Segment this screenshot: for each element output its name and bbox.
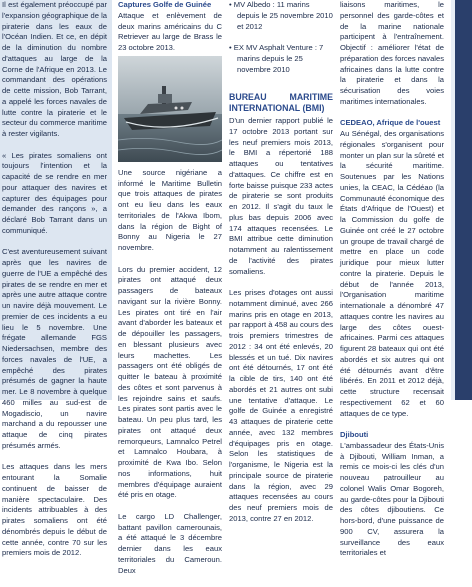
paragraph: L'ambassadeur des États-Unis à Djibouti, William Inman, a remis ce mois-ci les clés d'un nouveau patrouilleur au colonel Walis Omar Bogoreh, au garde-côtes pour la Djibouti des côtes djiboutiens. Ce hors-bord, d'une puissance de 900 CV, assurera la surveillance des eaux territoriales et (340, 440, 444, 558)
column-three (229, 0, 333, 535)
section-heading: BUREAU MARITIME INTERNATIONAL (BMI) (229, 92, 333, 113)
bullet-item: • MV Albedo : 11 marins depuis le 25 novembre 2010 et 2012 (229, 0, 333, 31)
photo-caption (118, 0, 222, 54)
paragraph: Les attaques dans les mers entourant la Somalie continuent de baisser de manière spectaculaire. Des incidents attribuables à des pirates somaliens ont été dénombrés depuis le début de cette année, contre 70 sur les premiers mois de 2012. (2, 462, 107, 558)
paragraph: C'est aventureusement suivant après que les navires de guerre de l'UE a empêché des pirates de se rendre en mer et après une autre attaque contre un navire déjà mouvement. Le premier de ces incidents a eu lieu le 5 novembre. Une frégate allemande FGS Niedersachsen, membre des forces navales de l'UE, a empêché des pirates présumés de gagner la haute mer. Le 8 novembre à quelque 460 milles au sud-est de Mogadiscio, un navire marchand a du repousser une attaque de cinq pirates présumés armés. (2, 247, 107, 450)
paragraph: Une source nigériane a informé le Maritime Bulletin que trois attaques de pirates ont eu lieu dans les eaux territoriales de l'Akwa Ibom, dans la région de Bight of Bonny au Nigeria le 27 novembre. (118, 167, 222, 252)
paragraph: Le cargo LD Challenger, battant pavillon camerounais, a été attaqué le 3 décembre dernier dans les eaux territoriales du Cameroun. Deux (118, 511, 222, 575)
paragraph: Au Sénégal, des organisations régionales s'organisent pour monter un plan sur la sûreté et la sécurité maritime. Soutenues par les Nations unies, la CEAC, la Cédéao (la Communauté économique des États d'Afrique de l'Ouest) et la Commission du golfe de Guinée ont créé le 27 octobre un groupe de travail chargé de mettre en place un code juridique pour mieux lutter contre la piraterie. Depuis le début de l'année 2013, l'Organisation maritime internationale a dénombré 47 attaques contre les navires au large des côtes ouest-africaines. Parmi ces attaques figurent 28 bateaux qui ont été abordés et six autres qui ont été détournés avant d'être libérés. En 2011 et 2012 déjà, cette structure recensait respectivement 62 et 60 attaques de ce type. (340, 129, 444, 418)
section-subheading: Djibouti (340, 430, 369, 439)
paragraph: Il est également préoccupé par l'expansion géographique de la piraterie dans les eaux de l'Océan Indien. Et ce, en dépit de la diminution du nombre d'attaques au large de la Corne de l'Afrique en 2013. Le commandant des opérations de cette mission, Bob Tarrant, a appelé les forces navales de lutte contre la piraterie et le secteur du commerce maritime à rester vigilants. (2, 0, 107, 138)
column-one (0, 0, 112, 558)
column-four (340, 0, 444, 570)
ship-photo (118, 56, 222, 162)
page-edge-stripe (451, 0, 472, 400)
caption-label: Captures Golfe de Guinée (118, 0, 212, 9)
paragraph: Les prises d'otages ont aussi notamment diminué, avec 266 marins pris en otage en 2013, par rapport à 458 au cours des trois premiers trimestres de 2012 : 34 ont été enlevés, 20 blessés et un tué. Dix navires ont été détournés, 17 ont été la cible de tirs, 140 ont été abordés et 21 autres ont subi une tentative d'attaque. Le golfe de Guinée a enregistré 43 attaques de piraterie cette année, avec 132 membres d'équipages pris en otage. Selon les statistiques de l'organisme, le Nigeria est la principale source de piraterie dans la région, avec 29 attaques recensées au cours des neuf premiers mois de 2013, contre 27 en 2012. (229, 288, 333, 523)
caption-text: Attaque et enlèvement de deux marins américains du C Retriever au large de Brass le 23 octobre 2013. (118, 10, 222, 52)
column-two (118, 0, 222, 587)
section-subheading: CEDEAO, Afrique de l'ouest (340, 118, 441, 128)
paragraph: Lors du premier accident, 12 pirates ont attaqué deux passagers de bateaux navigant sur la rivière Bonny. Les pirates ont tiré en l'air avant d'aborder les bateaux et de dépouiller les passagers, en blessant plusieurs avec leurs machettes. Les passagers ont été obligés de quitter le bateau à proximité des côtes et sont parvenus à les rejoindre sains et saufs. Les pirates sont partis avec le bateau. Un peu plus tard, les pirates ont attaqué deux remorqueurs, Lamnalco Petrel et Lamnalco Houbara, à proximité de Kwa Ibo. Selon nos informations, huit membres d'équipage auraient été pris en otage. (118, 264, 222, 500)
quote-paragraph: « Les pirates somaliens ont toujours l'intention et la capacité de se rendre en mer pour attaquer des navires et capturer des équipages pour demander des rançons », a déclaré Bob Tarrant dans un communiqué. (2, 150, 107, 235)
paragraph: liaisons maritimes, le personnel des garde-côtes et de la marine nationale participent à l'entraînement. Objectif : améliorer l'état de préparation des forces navales africaines dans la lutte contre la piraterie et dans la sécurisation des voies maritimes internationales. (340, 0, 444, 106)
bullet-item: • EX MV Asphalt Venture : 7 marins depuis le 25 novembre 2010 (229, 43, 324, 74)
paragraph: D'un dernier rapport publié le 17 octobre 2013 portant sur les neuf premiers mois 2013, le BMI a répertorié 188 attaques ou tentatives d'attaques. Ce chiffre est en forte baisse puisque 233 actes de piraterie se sont produits en 2012. Il s'agit du taux le plus bas depuis 2006 avec 174 attaques recensées. Le BMI attribue cette diminution notamment au ralentissement de l'activité des pirates somaliens. (229, 116, 333, 276)
